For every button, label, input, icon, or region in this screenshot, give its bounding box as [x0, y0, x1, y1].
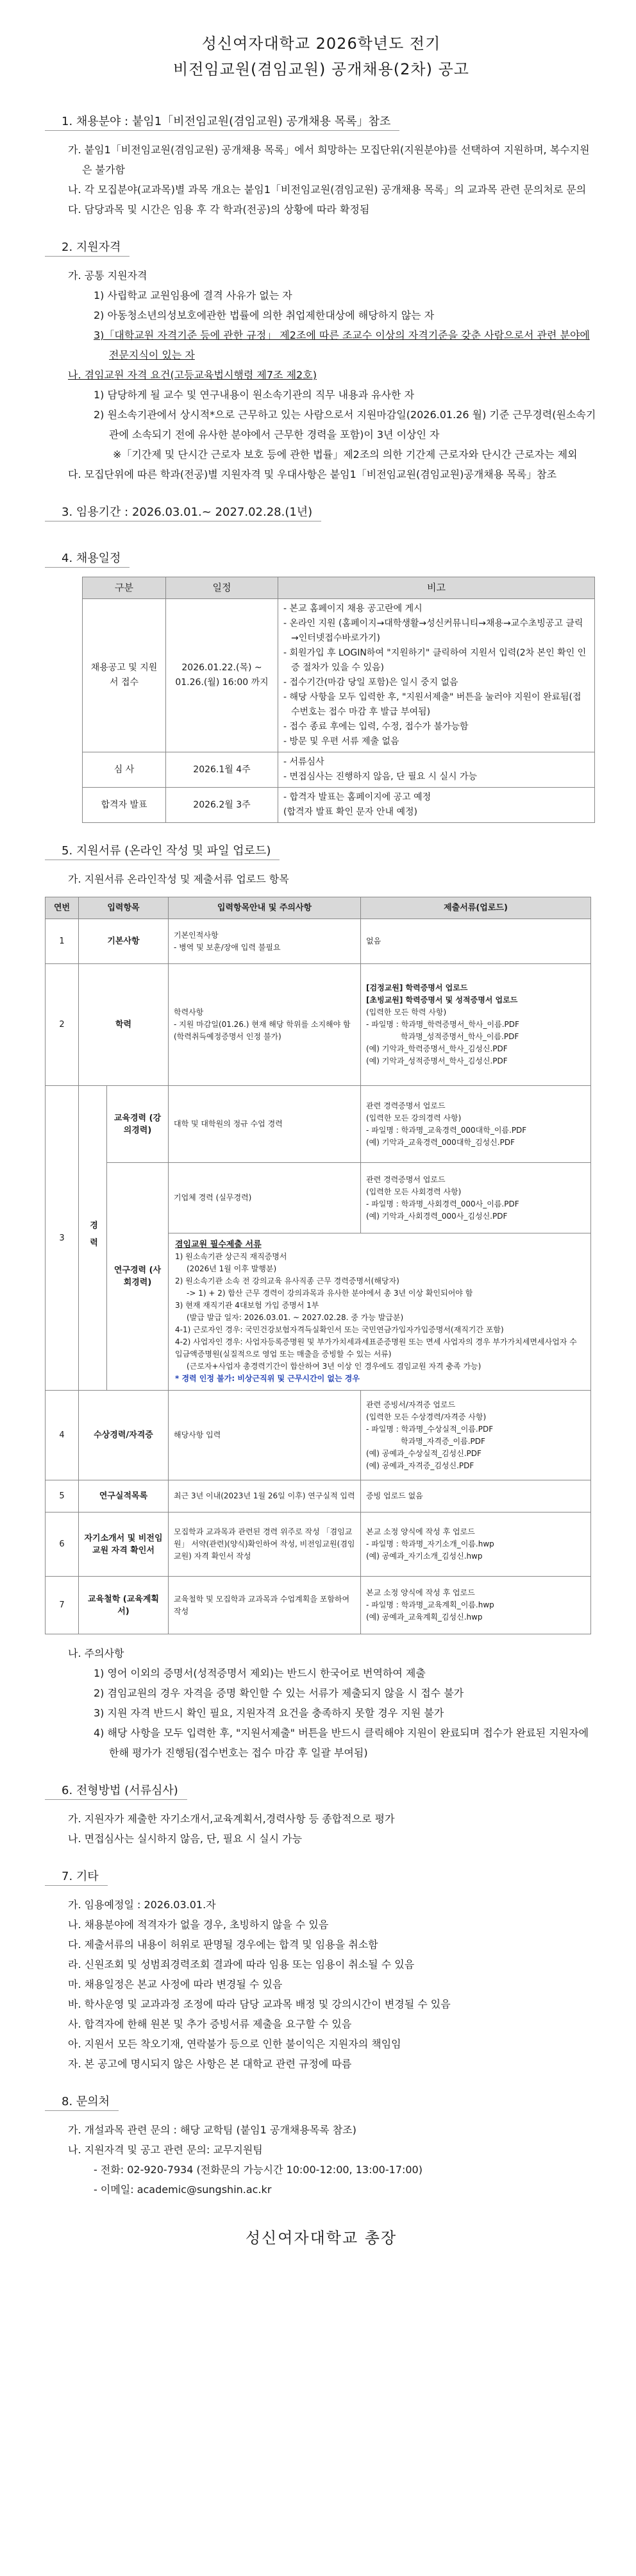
- doc-line: - 파일명 : 학과명_사회경력_000사_이름.PDF: [366, 1199, 519, 1208]
- table-row: [46, 964, 591, 1086]
- doc-line: (입력한 모든 수상경력/자격증 사항): [366, 1412, 487, 1421]
- table-row: [46, 1480, 591, 1513]
- list-item: 나. 채용분야에 적격자가 없을 경우, 초빙하지 않을 수 있음: [68, 1919, 329, 1931]
- table-cell: 교육철학 및 모집학과 교과목과 수업계획을 포함하여 작성: [169, 1577, 361, 1634]
- table-cell: [361, 1513, 591, 1577]
- doc-line: (예) 기악과_학력증명서_학사_김성신.PDF: [366, 1044, 508, 1053]
- table-cell: 학력: [79, 964, 169, 1086]
- note-item: - 해당 사항을 모두 입력한 후, "지원서제출" 버튼을 눌러야 지원이 완료됨(접수번호는 접수 마감 후 발급 부여됨): [283, 692, 582, 717]
- doc-line: [초빙교원] 학력증명서 및 성적증명서 업로드: [366, 996, 518, 1004]
- note-item: - 회원가입 후 LOGIN하여 "지원하기" 클릭하여 지원서 입력(2차 본인 확인 인증 절차가 있을 수 있음): [283, 648, 587, 673]
- table-cell: 연구실적목록: [79, 1480, 169, 1513]
- section-recruit-field: [45, 113, 598, 219]
- table-cell: [361, 964, 591, 1086]
- doc-line: 학과명_성적증명서_학사_이름.PDF: [401, 1032, 519, 1041]
- table-header: 일정: [166, 577, 278, 599]
- table-cell: 해당사항 입력: [169, 1391, 361, 1480]
- doc-line: 관련 경력증명서 업로드: [366, 1174, 446, 1184]
- table-row: [46, 1391, 591, 1480]
- table-cell: [361, 1086, 591, 1163]
- table-cell: 2: [46, 964, 79, 1086]
- section-heading: 5. 지원서류 (온라인 작성 및 파일 업로드): [45, 842, 280, 860]
- table-cell: 심 사: [83, 752, 166, 788]
- doc-line: (2026년 1월 이후 발행분): [187, 1264, 277, 1273]
- section-heading: 2. 지원자격: [45, 239, 130, 257]
- doc-line: (근로자+사업자 총경력기간이 합산하여 3년 이상 인 경우에도 겸임교원 자격 충족 가능): [187, 1362, 481, 1371]
- note-item: - 합격자 발표는 홈페이지에 공고 예정: [283, 792, 431, 802]
- table-cell: 기업체 경력 (실무경력): [169, 1163, 361, 1233]
- contact-email: - 이메일: academic@sungshin.ac.kr: [94, 2183, 272, 2196]
- list-item: 가. 임용예정일 : 2026.03.01.자: [68, 1899, 216, 1911]
- doc-line: 관련 경력증명서 업로드: [366, 1101, 446, 1110]
- table-cell: [169, 1233, 591, 1391]
- list-item: 다. 담당과목 및 시간은 임용 후 각 학과(전공)의 상황에 따라 확정됨: [68, 203, 370, 216]
- table-cell: 수상경력/자격증: [79, 1391, 169, 1480]
- section-heading: 8. 문의처: [45, 2093, 119, 2111]
- table-cell: 2026.01.22.(목) ~ 01.26.(월) 16:00 까지: [166, 599, 278, 752]
- table-cell: 기본인적사항 - 병역 및 보훈/장애 입력 불필요: [169, 919, 361, 964]
- list-item: 가. 지원자가 제출한 자기소개서,교육계획서,경력사항 등 종합적으로 평가: [68, 1813, 395, 1825]
- doc-line: (예) 기악과_사회경력_000사_김성신.PDF: [366, 1211, 508, 1221]
- note-item: - 본교 홈페이지 채용 공고란에 게시: [283, 604, 423, 614]
- doc-line: 1) 원소속기관 상근직 재직증명서: [175, 1252, 287, 1261]
- list-item: 자. 본 공고에 명시되지 않은 사항은 본 대학교 관련 규정에 따름: [68, 2058, 352, 2070]
- table-cell: 자기소개서 및 비전임교원 자격 확인서: [79, 1513, 169, 1577]
- table-cell: 최근 3년 이내(2023년 1월 26일 이후) 연구실적 입력: [169, 1480, 361, 1513]
- notice-title-line2: 비전임교원(겸임교원) 공개채용(2차) 공고: [173, 60, 469, 78]
- list-item: 마. 채용일정은 본교 사정에 따라 변경될 수 있음: [68, 1978, 283, 1990]
- doc-line: 본교 소정 양식에 작성 후 업로드: [366, 1527, 475, 1536]
- section-cautions: [45, 1643, 598, 1763]
- doc-line: (입력한 모든 사회경력 사항): [366, 1187, 462, 1196]
- list-item: 바. 학사운영 및 교과과정 조정에 따라 담당 교과목 배정 및 강의시간이 변경될 수 있음: [68, 1998, 451, 2010]
- section-heading: 1. 채용분야 : 붙임1「비전임교원(겸임교원) 공개채용 목록」참조: [45, 113, 399, 131]
- doc-line: (입력한 모든 강의경력 사항): [366, 1113, 462, 1123]
- signature-footer: 성신여자대학교 총장: [245, 2229, 398, 2247]
- list-item: 가. 붙임1「비전임교원(겸임교원) 공개채용 목록」에서 희망하는 모집단위(지원분야)를 선택하여 지원하며, 복수지원은 불가함: [68, 144, 590, 176]
- doc-line: 4-2) 사업자인 경우: 사업자등록증명원 및 부가가치세과세표준증명원 또는 면세 사업자의 경우 부가가치세면세사업자 수입금액증명원(실질적으로 영업 또는 매출을 증빙할 수 있는 서류): [175, 1337, 577, 1359]
- list-item: 나. 겸임교원 자격 요건(고등교육법시행령 제7조 제2호): [68, 369, 317, 381]
- table-cell: 교육철학 (교육계획서): [79, 1577, 169, 1634]
- table-header: 입력항목: [79, 897, 169, 919]
- note-item: - 접수 종료 후에는 입력, 수정, 접수가 불가능함: [283, 722, 469, 732]
- list-item: 가. 지원서류 온라인작성 및 제출서류 업로드 항목: [68, 873, 289, 885]
- table-header: 비고: [278, 577, 595, 599]
- list-item: 가. 개설과목 관련 문의 : 해당 교학팀 (붙임1 공개채용목록 참조): [68, 2124, 356, 2136]
- table-cell: [361, 1391, 591, 1480]
- table-cell: 합격자 발표: [83, 788, 166, 823]
- doc-line: - 파일명 : 학과명_교육계획_이름.hwp: [366, 1600, 494, 1609]
- doc-line: 3) 현재 재직기관 4대보험 가입 증명서 1부: [175, 1301, 319, 1310]
- contact-phone: - 전화: 02-920-7934 (전화문의 가능시간 10:00-12:00, 13:00-17:00): [94, 2164, 423, 2176]
- table-header: 구분: [83, 577, 166, 599]
- table-cell: 모집학과 교과목과 관련된 경력 위주로 작성 「겸임교원」 서약(관련)(양식)확인하여 작성, 비전임교원(겸임교원) 자격 확인서 작성: [169, 1513, 361, 1577]
- doc-line: (예) 공예과_자기소개_김성신.hwp: [366, 1552, 483, 1561]
- note-item: (합격자 발표 확인 문자 안내 예정): [283, 807, 417, 817]
- table-cell: 경력: [79, 1086, 107, 1391]
- note-item: - 접수기간(마감 당일 포함)은 일시 중지 없음: [283, 677, 458, 688]
- list-item: 2) 원소속기관에서 상시적*으로 근무하고 있는 사람으로서 지원마감일(2026.01.26 월) 기준 근무경력(원소속기관에 소속되기 전에 유사한 분야에서 근무한 경력을 포함)이 3년 이상인 자: [94, 409, 596, 441]
- table-row: [46, 1577, 591, 1634]
- table-cell: 기본사항: [79, 919, 169, 964]
- table-row: [46, 919, 591, 964]
- doc-line: - 파일명 : 학과명_수상실적_이름.PDF: [366, 1424, 494, 1434]
- list-item: 사. 합격자에 한해 원본 및 추가 증빙서류 제출을 요구할 수 있음: [68, 2018, 352, 2030]
- note-item: - 온라인 지원 (홈페이지→대학생활→성신커뮤니티→채용→교수초빙공고 클릭→인터넷접수바로가기): [283, 618, 583, 643]
- list-item: 2) 아동청소년의성보호에관한 법률에 의한 취업제한대상에 해당하지 않는 자: [94, 309, 435, 321]
- list-item: 다. 모집단위에 따른 학과(전공)별 지원자격 및 우대사항은 붙임1「비전임교원(겸임교원)공개채용 목록」참조: [68, 468, 557, 480]
- table-cell: 3: [46, 1086, 79, 1391]
- table-header: 입력항목안내 및 주의사항: [169, 897, 361, 919]
- table-cell: 2026.1월 4주: [166, 752, 278, 788]
- section-evaluation: [45, 1782, 598, 1849]
- table-cell: 7: [46, 1577, 79, 1634]
- doc-line: (예) 기악과_성적증명서_학사_김성신.PDF: [366, 1056, 508, 1065]
- section-appointment-period: [45, 504, 598, 530]
- list-item: 3)「대학교원 자격기준 등에 관한 규정」 제2조에 따른 조교수 이상의 자격기준을 갖춘 사람으로서 관련 분야에 전문지식이 있는 자: [94, 329, 590, 361]
- note-item: - 방문 및 우편 서류 제출 없음: [283, 736, 399, 747]
- table-cell: 증빙 업로드 없음: [361, 1480, 591, 1513]
- table-cell: [278, 752, 595, 788]
- section-contact: [45, 2093, 598, 2199]
- list-item: 다. 제출서류의 내용이 허위로 판명될 경우에는 합격 및 임용을 취소함: [68, 1938, 378, 1951]
- list-item: 1) 영어 이외의 증명서(성적증명서 제외)는 반드시 한국어로 번역하여 제출: [94, 1667, 426, 1679]
- doc-line: (예) 공예과_수상실적_김성신.PDF: [366, 1448, 481, 1458]
- warning-note: * 경력 인정 불가: 비상근직위 및 근무시간이 없는 경우: [175, 1374, 360, 1383]
- table-cell: 교육경력 (강의경력): [107, 1086, 169, 1163]
- table-cell: 5: [46, 1480, 79, 1513]
- table-row: [46, 1513, 591, 1577]
- doc-line: - 파일명 : 학과명_학력증명서_학사_이름.PDF: [366, 1020, 519, 1029]
- list-item: 나. 각 모집분야(교과목)별 과목 개요는 붙임1「비전임교원(겸임교원) 공개채용 목록」의 교과목 관련 문의처로 문의: [68, 183, 587, 196]
- section-heading: 3. 임용기간 : 2026.03.01.~ 2027.02.28.(1년): [45, 504, 321, 521]
- list-item: ※「기간제 및 단시간 근로자 보호 등에 관한 법률」제2조의 의한 기간제 근로자와 단시간 근로자는 제외: [113, 448, 578, 461]
- section-heading: 4. 채용일정: [45, 550, 130, 568]
- list-item: 3) 지원 자격 반드시 확인 필요, 지원자격 요건을 충족하지 못할 경우 지원 불가: [94, 1707, 444, 1719]
- table-cell: 대학 및 대학원의 정규 수업 경력: [169, 1086, 361, 1163]
- section-qualifications: [45, 239, 598, 484]
- table-cell: [361, 1577, 591, 1634]
- doc-line: 관련 증빙서/자격증 업로드: [366, 1400, 456, 1409]
- table-cell: 4: [46, 1391, 79, 1480]
- list-item: 가. 공통 지원자격: [68, 269, 147, 282]
- section-etc: [45, 1868, 598, 2074]
- doc-line: (예) 공예과_자격증_김성신.PDF: [366, 1461, 474, 1470]
- table-cell: [361, 1163, 591, 1233]
- section-heading: 7. 기타: [45, 1868, 108, 1886]
- required-docs-title: 겸임교원 필수제출 서류: [175, 1240, 262, 1250]
- doc-line: (예) 공예과_교육계획_김성신.hwp: [366, 1613, 483, 1622]
- table-cell: [278, 788, 595, 823]
- doc-line: (예) 기악과_교육경력_000대학_김성신.PDF: [366, 1137, 515, 1147]
- section-heading: 6. 전형방법 (서류심사): [45, 1782, 187, 1800]
- doc-line: 4-1) 근로자인 경우: 국민건강보험자격득실확인서 또는 국민연금가입자가입증명서(재직기간 포함): [175, 1325, 504, 1334]
- table-cell: 없음: [361, 919, 591, 964]
- doc-line: 본교 소정 양식에 작성 후 업로드: [366, 1588, 475, 1597]
- note-item: - 면접심사는 진행하지 않음, 단 필요 시 실시 가능: [283, 772, 478, 782]
- list-item: 2) 겸임교원의 경우 자격을 증명 확인할 수 있는 서류가 제출되지 않을 시 접수 불가: [94, 1687, 464, 1699]
- list-item: 아. 지원서 모든 착오기재, 연락불가 등으로 인한 불이익은 지원자의 책임임: [68, 2038, 401, 2050]
- section-schedule: [45, 550, 598, 823]
- doc-line: - 파일명 : 학과명_자기소개_이름.hwp: [366, 1539, 494, 1548]
- doc-line: [검정교원] 학력증명서 업로드: [366, 983, 468, 992]
- list-item: 1) 담당하게 될 교수 및 연구내용이 원소속기관의 직무 내용과 유사한 자: [94, 389, 415, 401]
- table-cell: 연구경력 (사회경력): [107, 1163, 169, 1391]
- list-item: 4) 해당 사항을 모두 입력한 후, "지원서제출" 버튼을 반드시 클릭해야 지원이 완료되며 접수가 완료된 지원자에 한해 평가가 진행됨(접수번호는 접수 마감 후 일괄 부여됨): [94, 1727, 589, 1759]
- table-row: [83, 599, 595, 752]
- list-item: 나. 주의사항: [68, 1647, 124, 1659]
- schedule-table: [82, 577, 595, 823]
- table-row: [83, 788, 595, 823]
- doc-line: (입력한 모든 학력 사항): [366, 1008, 447, 1017]
- notice-title-line1: 성신여자대학교 2026학년도 전기: [201, 35, 441, 53]
- doc-line: - 파일명 : 학과명_교육경력_000대학_이름.PDF: [366, 1125, 527, 1135]
- note-item: - 서류심사: [283, 757, 324, 767]
- table-row: [83, 752, 595, 788]
- table-cell: 6: [46, 1513, 79, 1577]
- table-row: [46, 1163, 591, 1233]
- table-header: 연번: [46, 897, 79, 919]
- documents-table: [45, 897, 591, 1634]
- table-cell: 학력사항 - 지원 마감일(01.26.) 현재 해당 학위를 소지해야 함 (학력취득예정증명서 인정 불가): [169, 964, 361, 1086]
- list-item: 나. 지원자격 및 공고 관련 문의: 교무지원팀: [68, 2144, 263, 2156]
- table-cell: 2026.2월 3주: [166, 788, 278, 823]
- doc-line: (발급 발급 일자: 2026.03.01. ~ 2027.02.28. 중 가능 발급분): [187, 1313, 404, 1322]
- list-item: 1) 사립학교 교원임용에 결격 사유가 없는 자: [94, 289, 292, 301]
- list-item: 라. 신원조회 및 성범죄경력조회 결과에 따라 임용 또는 임용이 취소될 수 있음: [68, 1958, 415, 1970]
- section-documents: [45, 842, 598, 1634]
- table-cell: [278, 599, 595, 752]
- table-header: 제출서류(업로드): [361, 897, 591, 919]
- table-row: [46, 1086, 591, 1163]
- list-item: 나. 면접심사는 실시하지 않음, 단, 필요 시 실시 가능: [68, 1833, 303, 1845]
- doc-line: 2) 원소속기관 소속 전 강의교육 유사직종 근무 경력증명서(해당자): [175, 1276, 399, 1285]
- table-cell: 채용공고 및 지원서 접수: [83, 599, 166, 752]
- doc-line: -> 1) + 2) 합산 근무 경력이 강의과목과 유사한 분야에서 총 3년 이상 확인되어야 함: [187, 1289, 473, 1298]
- doc-line: 학과명_자격증_이름.PDF: [401, 1436, 485, 1446]
- table-cell: 1: [46, 919, 79, 964]
